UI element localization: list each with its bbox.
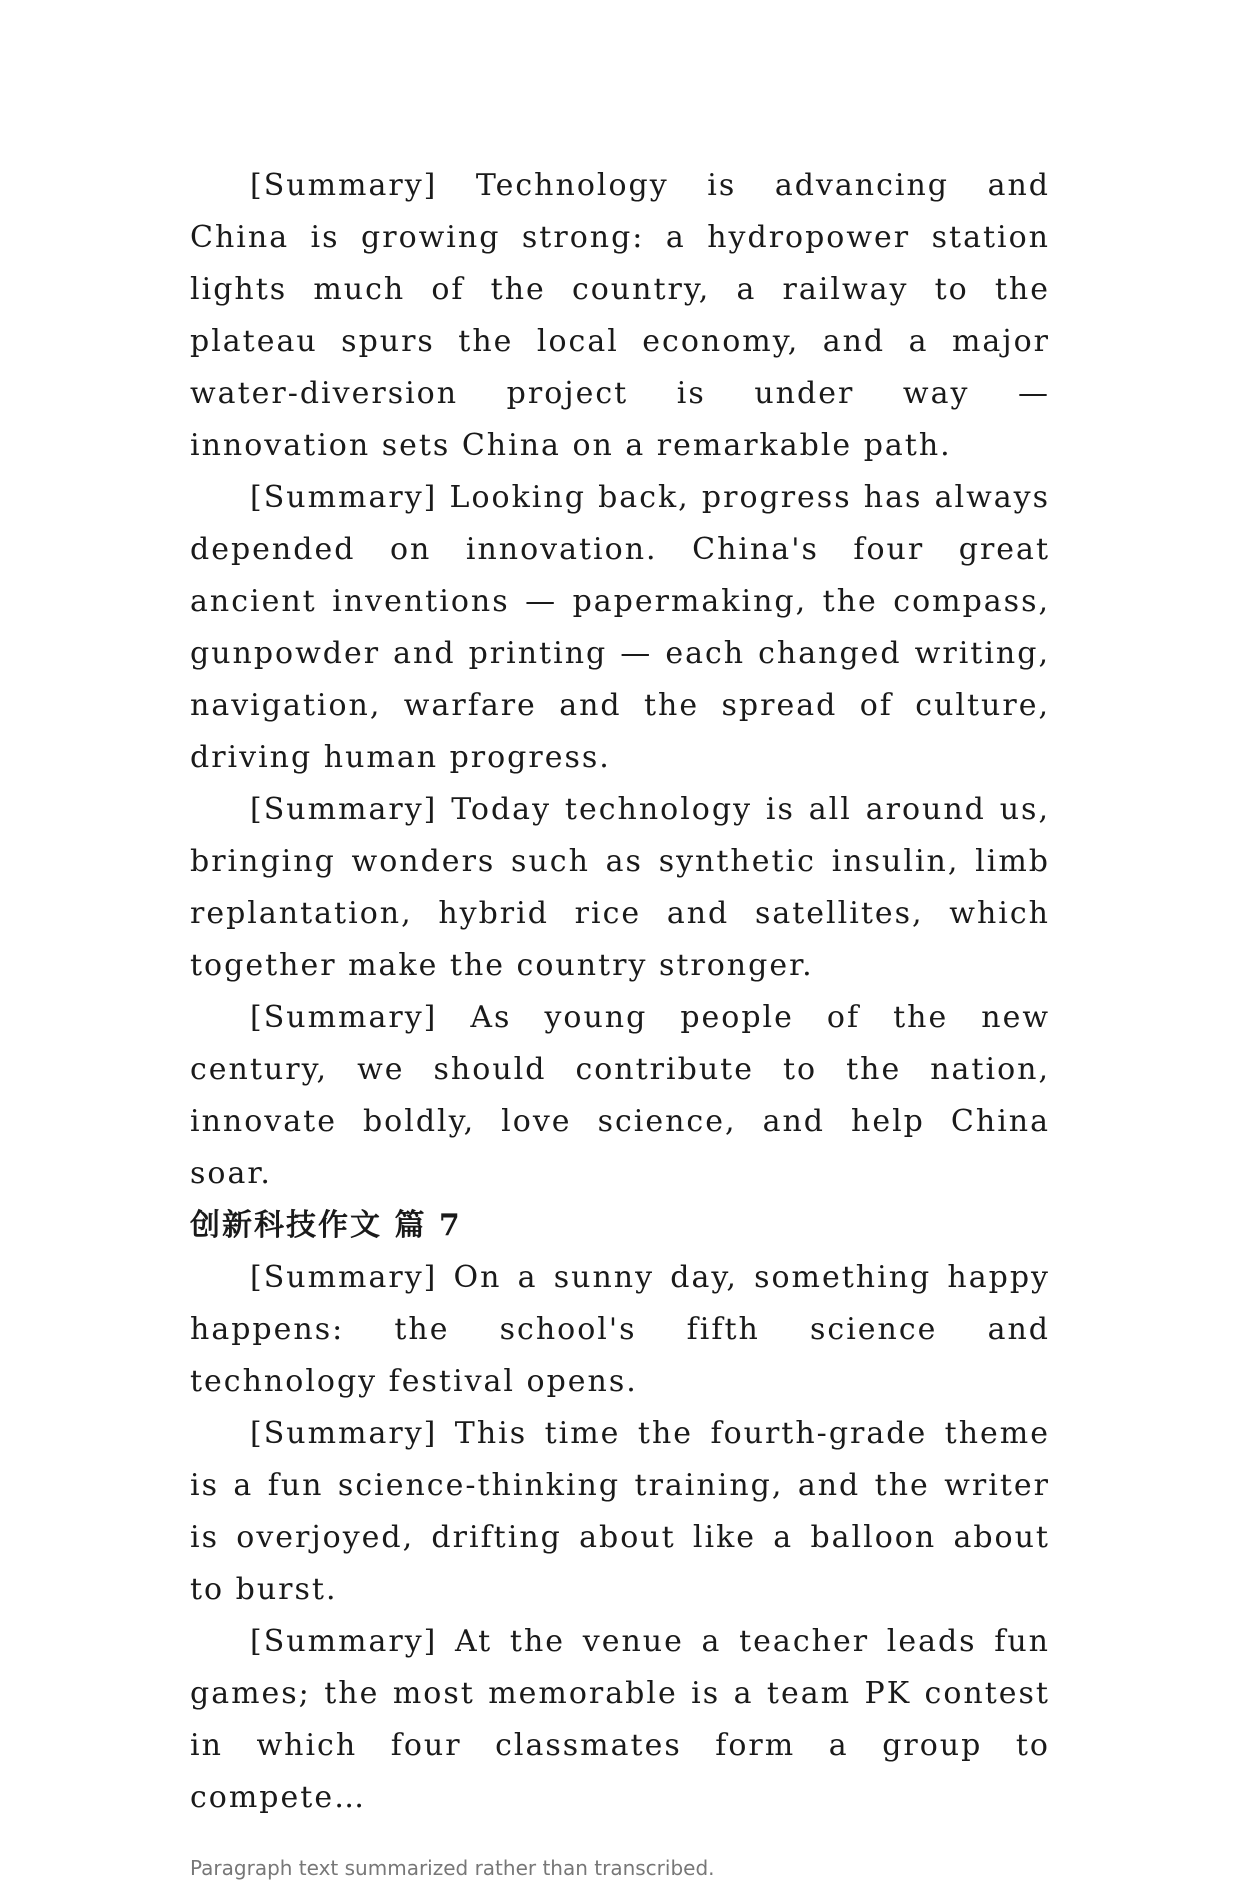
- essay-part-1: [190, 160, 1050, 1200]
- paragraph: [Summary] On a sunny day, something happy happens: the school's fifth science and technology festival opens.: [190, 1260, 1050, 1399]
- summary-note: Paragraph text summarized rather than transcribed.: [190, 1856, 715, 1880]
- paragraph: [Summary] At the venue a teacher leads fun games; the most memorable is a team PK contest in which four classmates form a group to compete…: [190, 1624, 1050, 1815]
- paragraph: [Summary] This time the fourth-grade theme is a fun science-thinking training, and the writer is overjoyed, drifting about like a balloon about to burst.: [190, 1416, 1050, 1607]
- paragraph: [Summary] Technology is advancing and China is growing strong: a hydropower station lights much of the country, a railway to the plateau spurs the local economy, and a major water-diversion project is under way — innovation sets China on a remarkable path.: [190, 168, 1050, 463]
- document-page: [190, 160, 1050, 1904]
- paragraph: [Summary] Looking back, progress has always depended on innovation. China's four great ancient inventions — papermaking, the compass, gunpowder and printing — each changed writing, navigation, warfare and the spread of culture, driving human progress.: [190, 480, 1050, 775]
- paragraph: [Summary] As young people of the new century, we should contribute to the nation, innovate boldly, love science, and help China soar.: [190, 1000, 1050, 1191]
- essay-part-2: [190, 1252, 1050, 1824]
- section-heading: 创新科技作文 篇 7: [190, 1208, 462, 1243]
- paragraph: [Summary] Today technology is all around us, bringing wonders such as synthetic insulin, limb replantation, hybrid rice and satellites, which together make the country stronger.: [190, 792, 1050, 983]
